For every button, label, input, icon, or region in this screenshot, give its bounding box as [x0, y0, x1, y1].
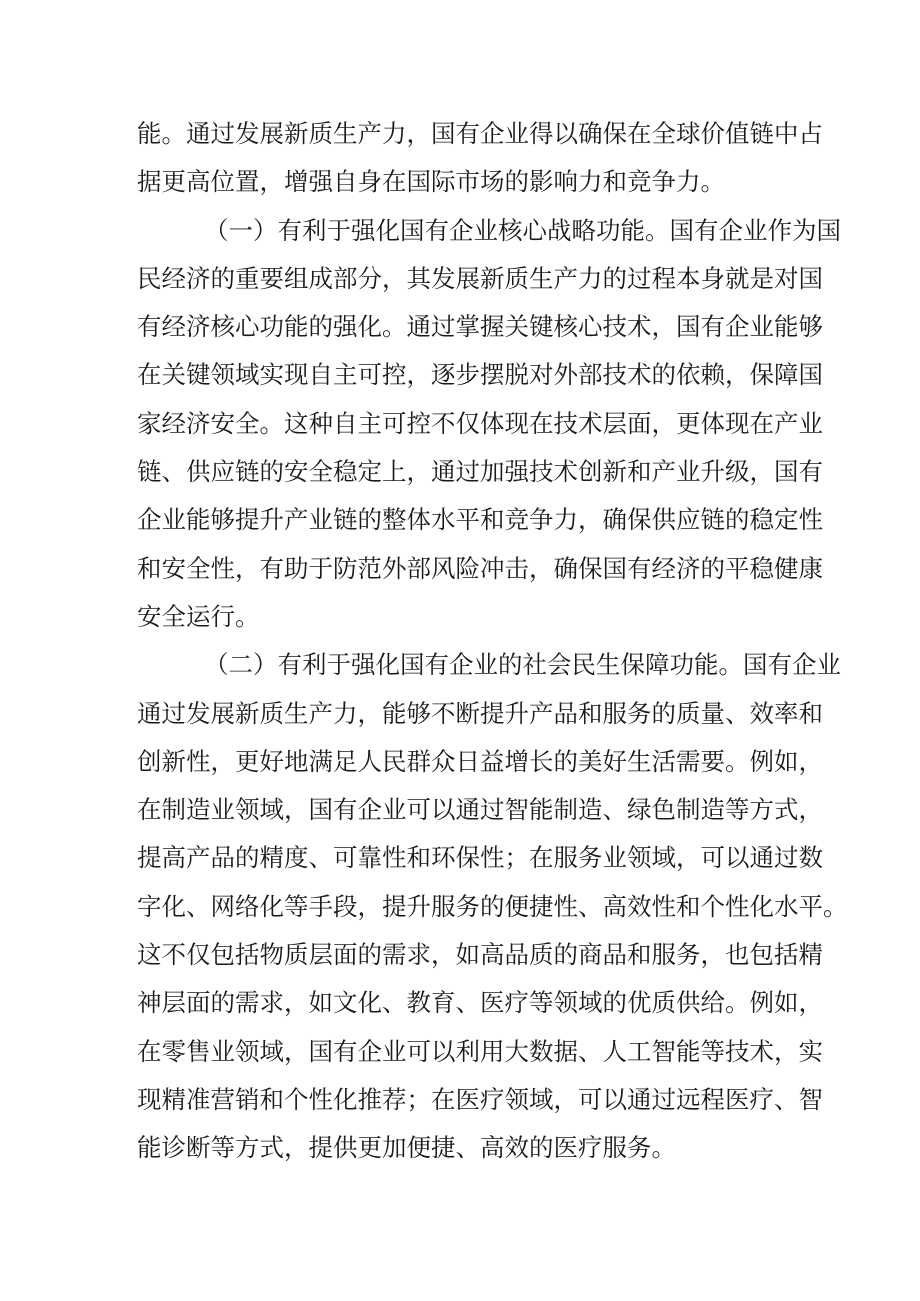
text-line: 提高产品的精度、可靠性和环保性；在服务业领域，可以通过数: [137, 843, 823, 873]
text-line: （一）有利于强化国有企业核心战略功能。国有企业作为国: [204, 215, 841, 245]
text-line: 在制造业领域，国有企业可以通过智能制造、绿色制造等方式，: [137, 795, 823, 825]
text-line: 能诊断等方式，提供更加便捷、高效的医疗服务。: [137, 1133, 676, 1163]
text-line: 能。通过发展新质生产力，国有企业得以确保在全球价值链中占: [137, 119, 823, 148]
text-line: 链、供应链的安全稳定上，通过加强技术创新和产业升级，国有: [137, 457, 823, 487]
text-line: 创新性，更好地满足人民群众日益增长的美好生活需要。例如，: [137, 746, 823, 776]
text-line: 据更高位置，增强自身在国际市场的影响力和竞争力。: [137, 167, 725, 197]
text-line: 民经济的重要组成部分，其发展新质生产力的过程本身就是对国: [137, 263, 823, 293]
paragraph-2: [137, 207, 841, 642]
text-line: 在关键领域实现自主可控，逐步摆脱对外部技术的依赖，保障国: [137, 360, 823, 390]
text-line: 家经济安全。这种自主可控不仅体现在技术层面，更体现在产业: [137, 408, 823, 438]
text-line: 安全运行。: [137, 601, 260, 631]
paragraph-3: [137, 641, 848, 1172]
paragraph-1: [137, 110, 823, 207]
text-line: 企业能够提升产业链的整体水平和竞争力，确保供应链的稳定性: [137, 505, 823, 535]
text-line: 在零售业领域，国有企业可以利用大数据、人工智能等技术，实: [137, 1036, 823, 1066]
text-line: 有经济核心功能的强化。通过掌握关键核心技术，国有企业能够: [137, 312, 823, 342]
text-line: 通过发展新质生产力，能够不断提升产品和服务的质量、效率和: [137, 698, 823, 728]
text-line: 神层面的需求，如文化、教育、医疗等领域的优质供给。例如，: [137, 988, 823, 1018]
text-line: （二）有利于强化国有企业的社会民生保障功能。国有企业: [204, 650, 841, 680]
body-text: [137, 110, 848, 1173]
text-line: 现精准营销和个性化推荐；在医疗领域，可以通过远程医疗、智: [137, 1084, 823, 1114]
text-line: 和安全性，有助于防范外部风险冲击，确保国有经济的平稳健康: [137, 553, 823, 583]
text-line: 这不仅包括物质层面的需求，如高品质的商品和服务，也包括精: [137, 940, 823, 970]
text-line: 字化、网络化等手段，提升服务的便捷性、高效性和个性化水平。: [137, 891, 848, 921]
